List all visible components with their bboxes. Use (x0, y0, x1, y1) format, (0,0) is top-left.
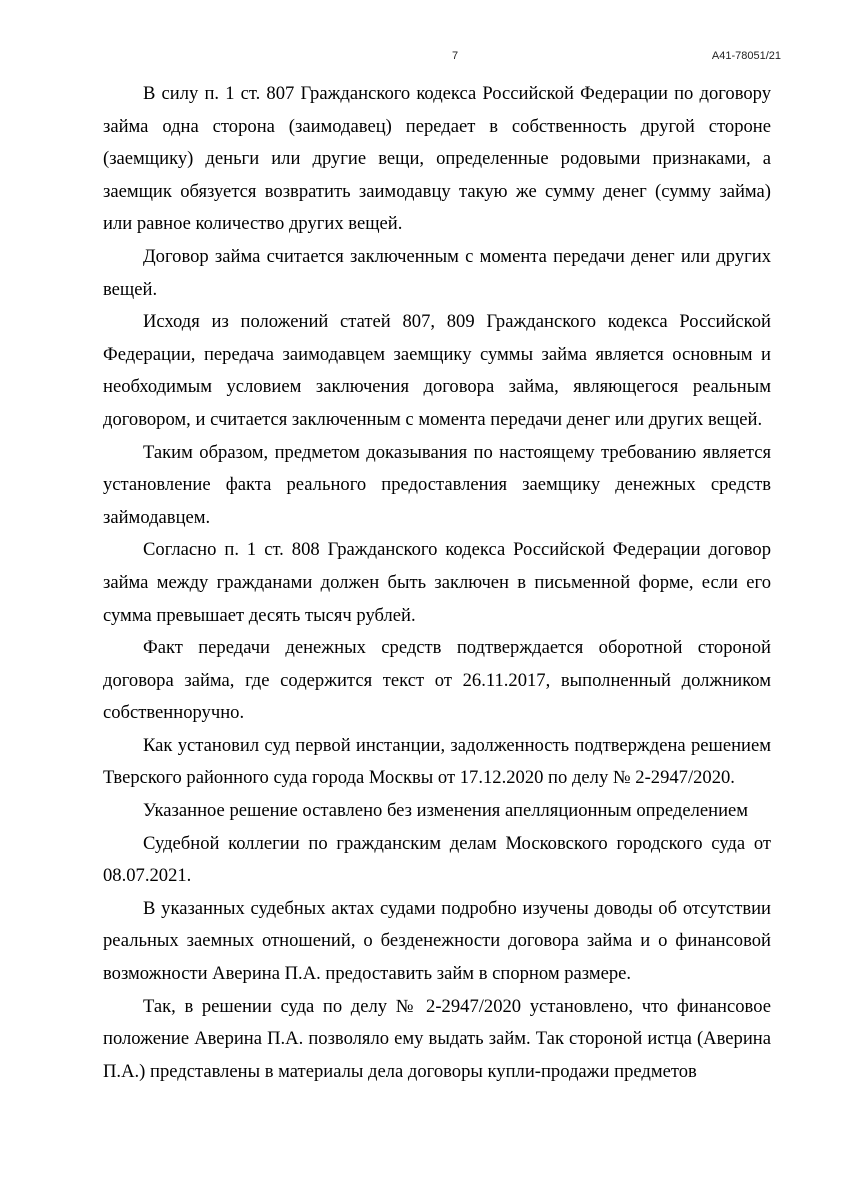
paragraph-financial-position: Так, в решении суда по делу № 2-2947/2020 установлено, что финансовое положение Аверина П.А. позволяло ему выдать займ. Так стороной истца (Аверина П.А.) представлены в материалы дела договоры купли-продажи предметов (103, 995, 771, 1082)
paragraph-transfer-confirmed: Факт передачи денежных средств подтверждается оборотной стороной договора займа, где содержится текст от 26.11.2017, выполненный должником собственноручно. (103, 637, 771, 724)
document-body (103, 78, 771, 1088)
paragraph-subject-of-proof: Таким образом, предметом доказывания по настоящему требованию является установление факта реального предоставления заемщику денежных средств займодавцем. (103, 441, 771, 528)
paragraph-article-808: Согласно п. 1 ст. 808 Гражданского кодекса Российской Федерации договор займа между гражданами должен быть заключен в письменной форме, если его сумма превышает десять тысяч рублей. (103, 539, 771, 626)
paragraph-loan-concluded: Договор займа считается заключенным с момента передачи денег или других вещей. (103, 245, 771, 300)
paragraph-debt-confirmed: Как установил суд первой инстанции, задолженность подтверждена решением Тверского районного суда города Москвы от 17.12.2020 по делу № 2-2947/2020. (103, 734, 771, 789)
paragraph-articles-807-809: Исходя из положений статей 807, 809 Гражданского кодекса Российской Федерации, передача заимодавцем заемщику суммы займа является основным и необходимым условием заключения договора займа, являющегося реальным договором, и считается заключенным с момента передачи денег или других вещей. (103, 311, 771, 430)
case-number: А41-78051/21 (711, 50, 781, 62)
paragraph-moscow-court: Судебной коллегии по гражданским делам Московского городского суда от 08.07.2021. (103, 832, 771, 887)
paragraph-appeal-decision: Указанное решение оставлено без изменения апелляционным определением (143, 800, 749, 822)
paragraph-arguments-studied: В указанных судебных актах судами подробно изучены доводы об отсутствии реальных заемных отношений, о безденежности договора займа и о финансовой возможности Аверина П.А. предоставить займ в спорном размере. (103, 897, 771, 985)
page-number: 7 (451, 50, 459, 62)
paragraph-loan-definition: В силу п. 1 ст. 807 Гражданского кодекса Российской Федерации по договору займа одна сторона (заимодавец) передает в собственность другой стороне (заемщику) деньги или другие вещи, определенные родовыми признаками, а заемщик обязуется возвратить заимодавцу такую же сумму денег (сумму займа) или равное количество других вещей. (103, 83, 771, 235)
